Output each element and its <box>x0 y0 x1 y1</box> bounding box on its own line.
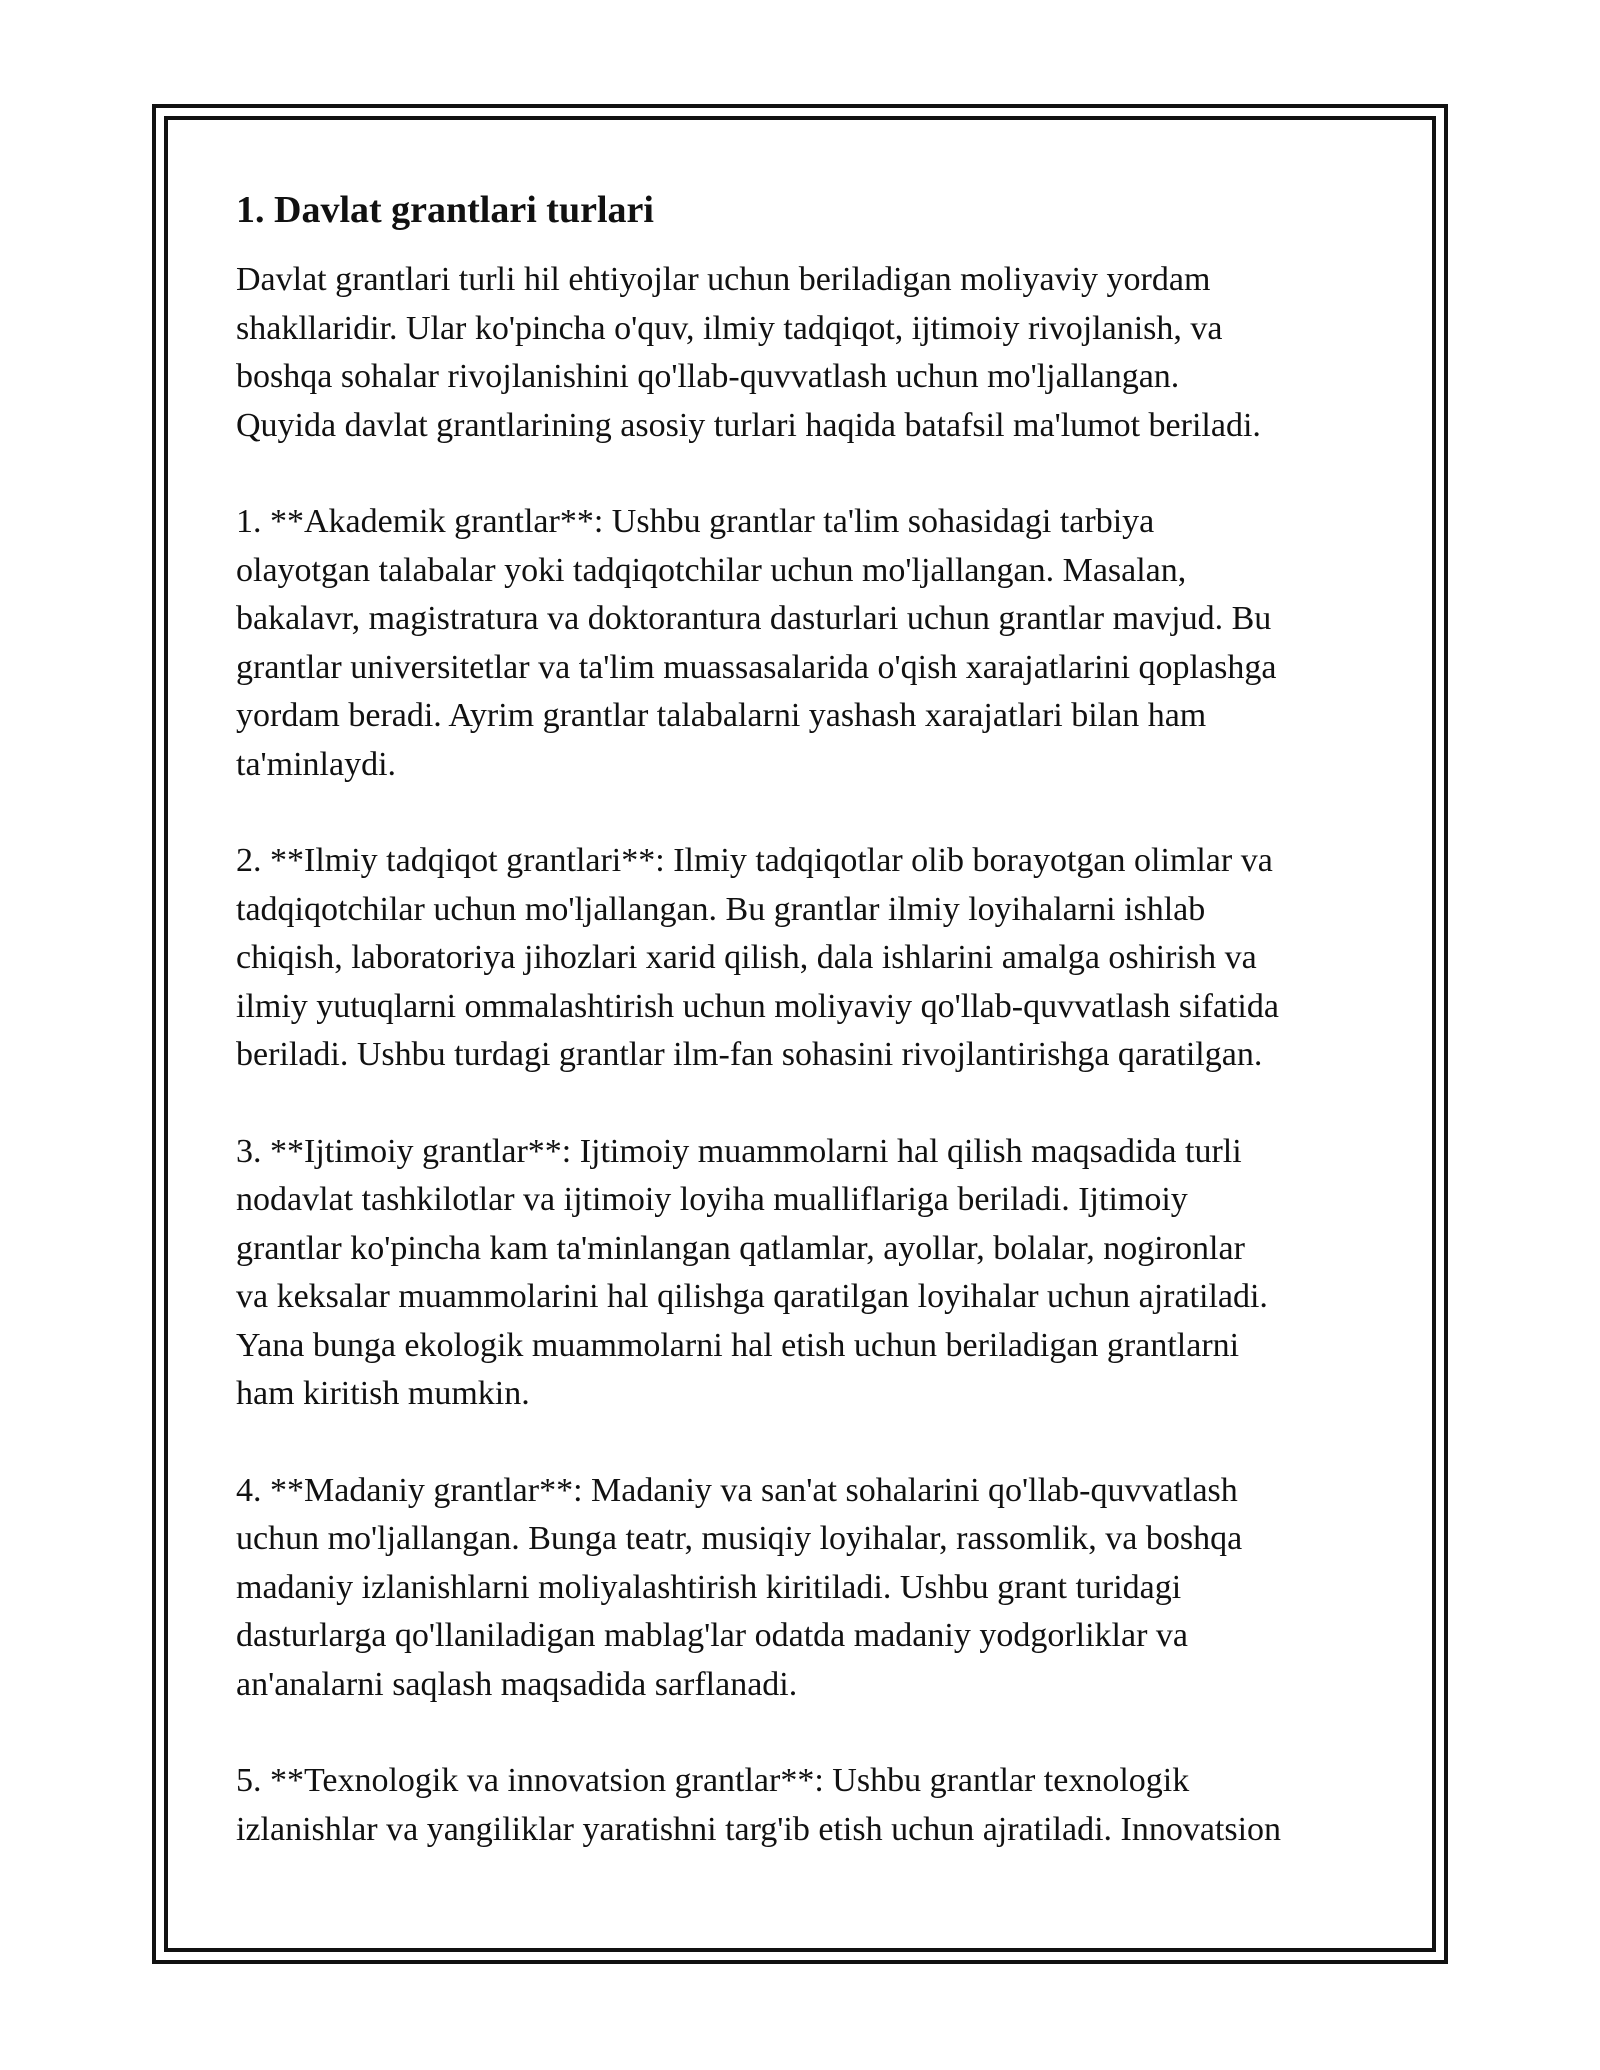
text-line: ham kiritish mumkin. <box>236 1375 530 1412</box>
text-line: 4. **Madaniy grantlar**: Madaniy va san'at sohalarini qo'llab-quvvatlash <box>236 1471 1238 1509</box>
section-heading: 1. Davlat grantlari turlari <box>236 189 654 231</box>
text-line: ilmiy yutuqlarni ommalashtirish uchun moliyaviy qo'llab-quvvatlash sifatida <box>236 987 1279 1025</box>
text-line: yordam beradi. Ayrim grantlar talabalarni yashash xarajatlari bilan ham <box>236 697 1207 734</box>
text-line: Quyida davlat grantlarining asosiy turlari haqida batafsil ma'lumot beriladi. <box>236 406 1261 444</box>
text-line: tadqiqotchilar uchun mo'ljallangan. Bu grantlar ilmiy loyihalarni ishlab <box>236 890 1206 928</box>
cultural-grants-paragraph <box>236 1467 1386 1710</box>
text-line: boshqa sohalar rivojlanishini qo'llab-quvvatlash uchun mo'ljallangan. <box>236 358 1180 395</box>
text-line: 3. **Ijtimoiy grantlar**: Ijtimoiy muammolarni hal qilish maqsadida turli <box>236 1132 1242 1170</box>
text-line: grantlar universitetlar va ta'lim muassasalarida o'qish xarajatlarini qoplashga <box>236 648 1277 686</box>
text-line: olayotgan talabalar yoki tadqiqotchilar uchun mo'ljallangan. Masalan, <box>236 551 1187 589</box>
intro-paragraph <box>236 256 1386 450</box>
text-line: 5. **Texnologik va innovatsion grantlar**: Ushbu grantlar texnologik <box>236 1762 1190 1799</box>
social-grants-paragraph <box>236 1128 1386 1419</box>
text-line: Yana bunga ekologik muammolarni hal etish uchun beriladigan grantlarni <box>236 1326 1240 1364</box>
document-body <box>236 186 1386 1902</box>
research-grants-paragraph <box>236 837 1386 1080</box>
text-line: izlanishlar va yangiliklar yaratishni targ'ib etish uchun ajratiladi. Innovatsion <box>236 1810 1282 1848</box>
text-line: shakllaridir. Ular ko'pincha o'quv, ilmiy tadqiqot, ijtimoiy rivojlanish, va <box>236 309 1223 347</box>
text-line: madaniy izlanishlarni moliyalashtirish kiritiladi. Ushbu grant turidagi <box>236 1568 1182 1606</box>
text-line: chiqish, laboratoriya jihozlari xarid qilish, dala ishlarini amalga oshirish va <box>236 939 1257 976</box>
text-line: uchun mo'ljallangan. Bunga teatr, musiqiy loyihalar, rassomlik, va boshqa <box>236 1520 1243 1557</box>
text-line: nodavlat tashkilotlar va ijtimoiy loyiha mualliflariga beriladi. Ijtimoiy <box>236 1181 1188 1218</box>
academic-grants-paragraph <box>236 498 1386 789</box>
text-line: 2. **Ilmiy tadqiqot grantlari**: Ilmiy tadqiqotlar olib borayotgan olimlar va <box>236 842 1273 879</box>
text-line: bakalavr, magistratura va doktorantura dasturlari uchun grantlar mavjud. Bu <box>236 600 1272 637</box>
text-line: an'analarni saqlash maqsadida sarflanadi. <box>236 1665 798 1703</box>
text-line: ta'minlaydi. <box>236 745 397 783</box>
text-line: grantlar ko'pincha kam ta'minlangan qatlamlar, ayollar, bolalar, nogironlar <box>236 1229 1245 1267</box>
technology-grants-paragraph <box>236 1757 1386 1854</box>
text-line: beriladi. Ushbu turdagi grantlar ilm-fan sohasini rivojlantirishga qaratilgan. <box>236 1036 1263 1073</box>
text-line: dasturlarga qo'llaniladigan mablag'lar odatda madaniy yodgorliklar va <box>236 1617 1188 1654</box>
text-line: Davlat grantlari turli hil ehtiyojlar uchun beriladigan moliyaviy yordam <box>236 261 1211 298</box>
text-line: va keksalar muammolarini hal qilishga qaratilgan loyihalar uchun ajratiladi. <box>236 1278 1268 1315</box>
text-line: 1. **Akademik grantlar**: Ushbu grantlar ta'lim sohasidagi tarbiya <box>236 503 1155 540</box>
